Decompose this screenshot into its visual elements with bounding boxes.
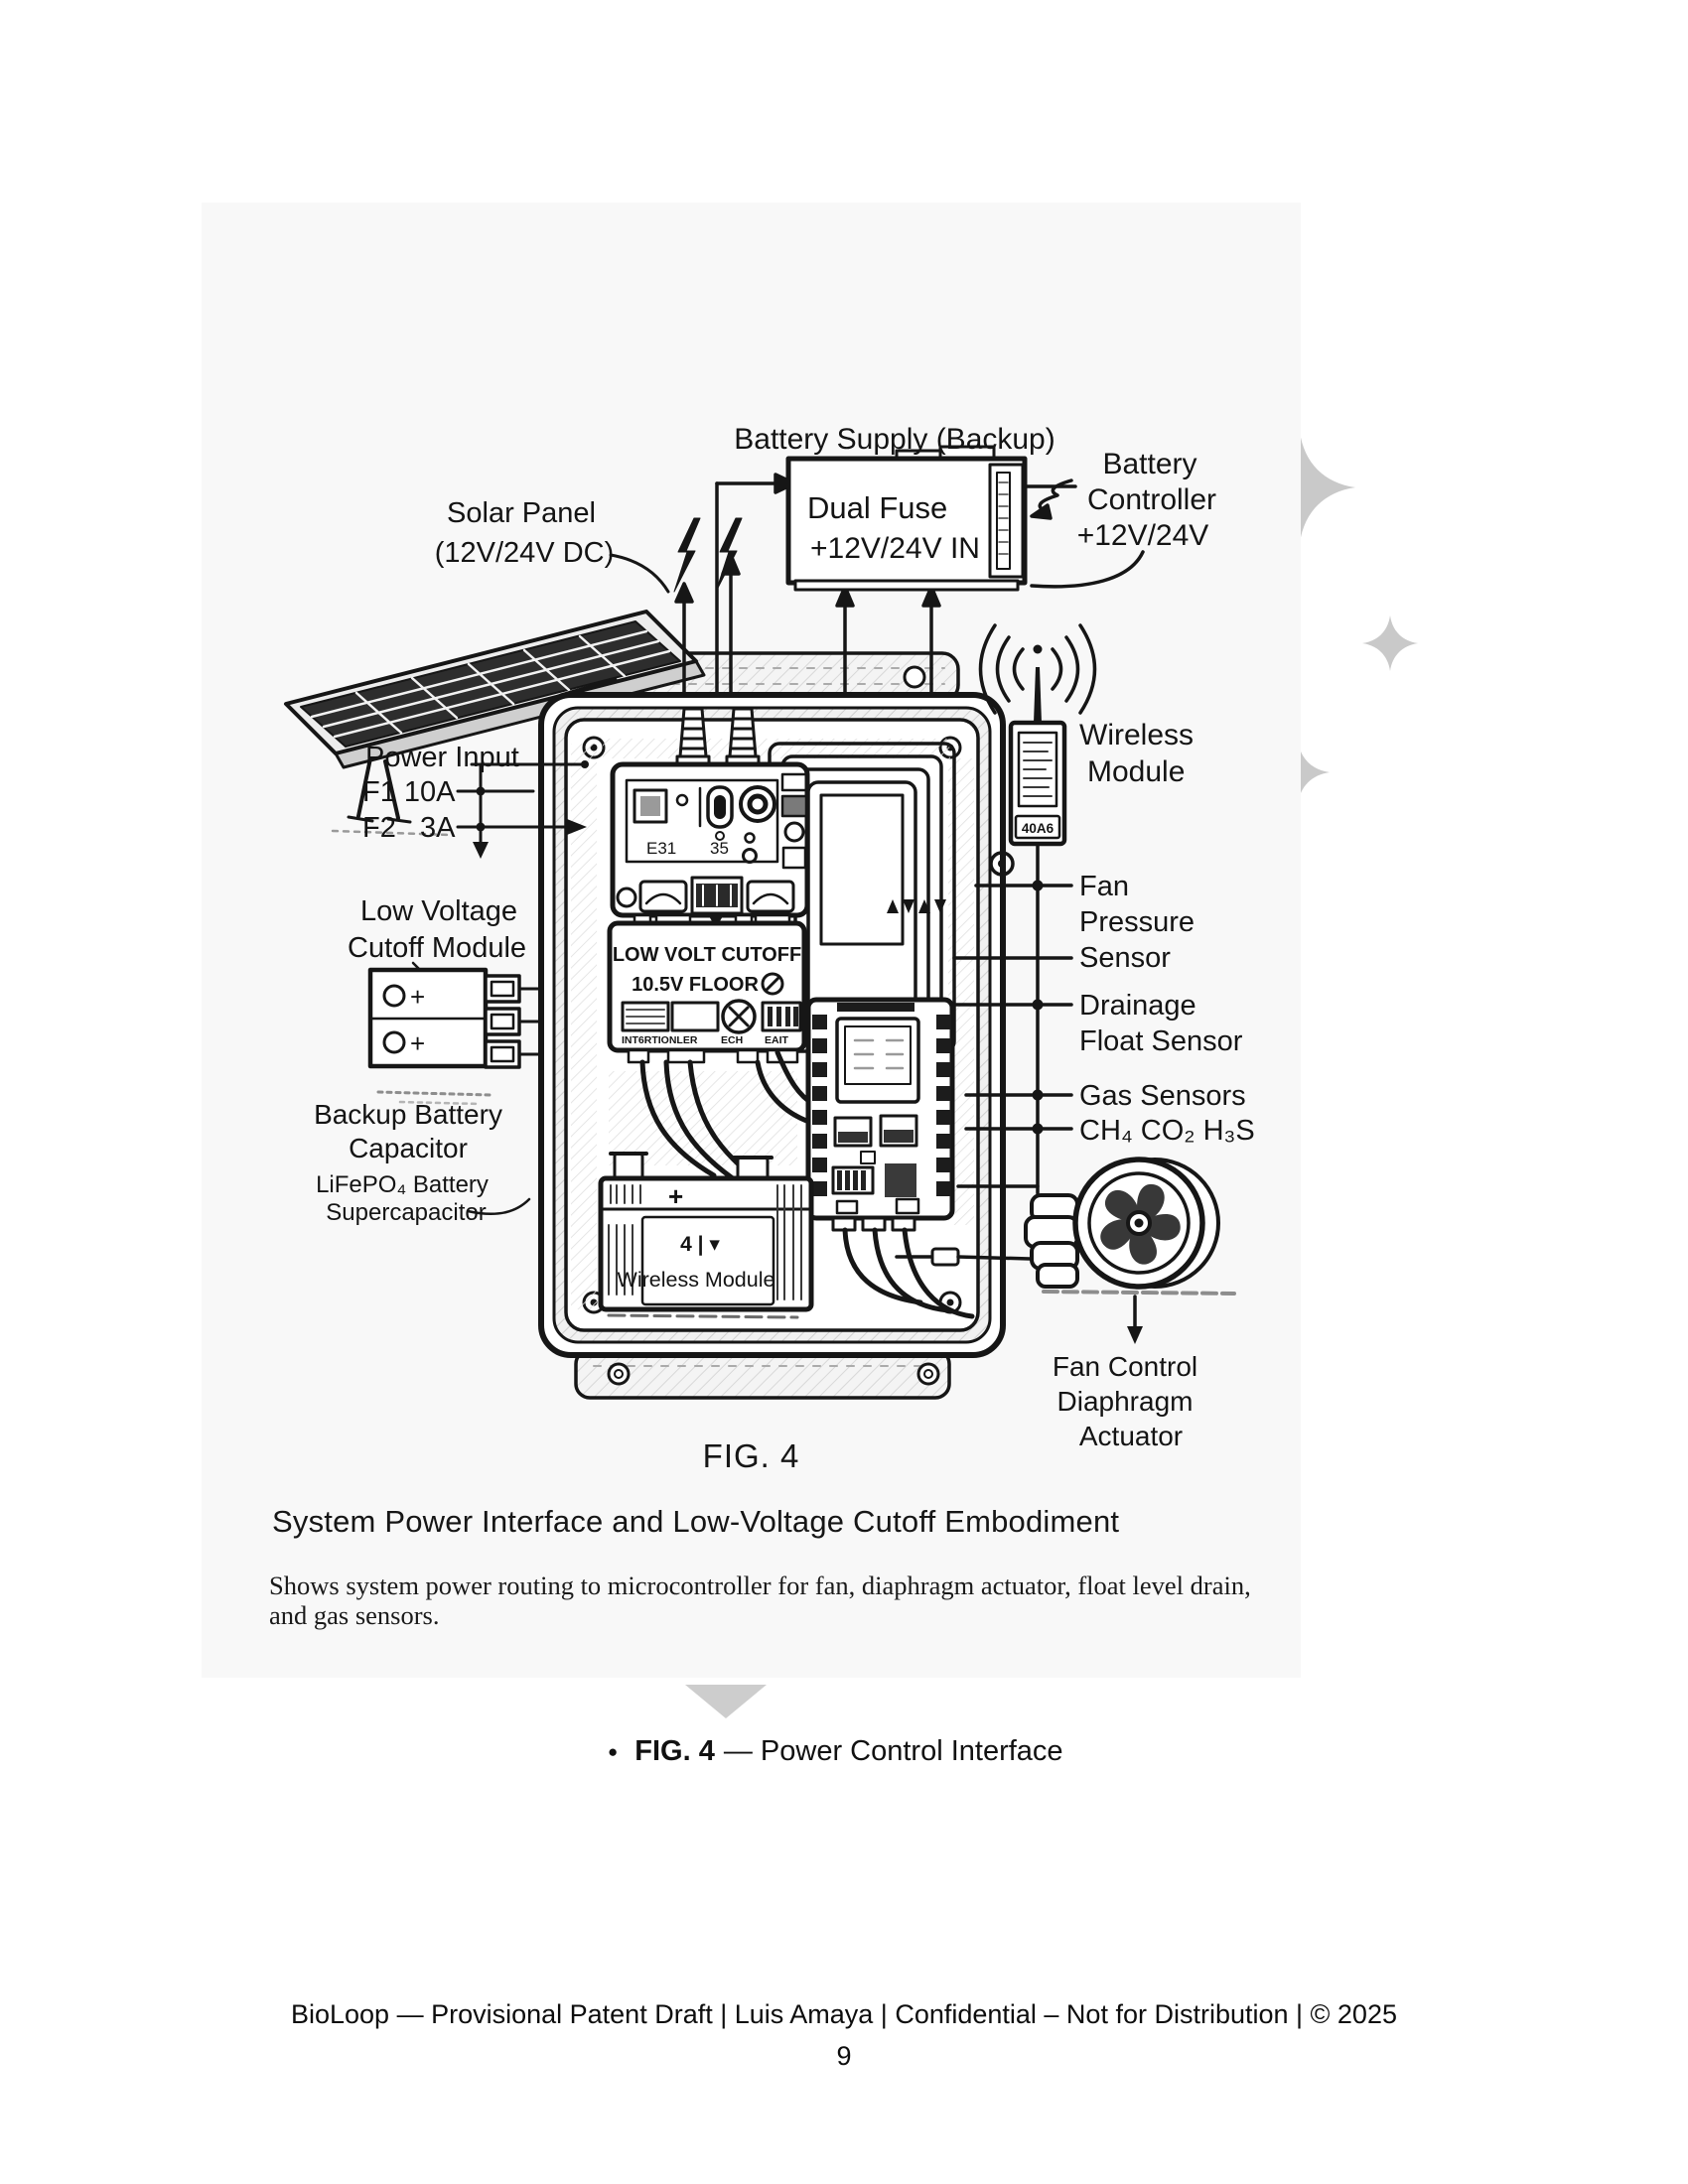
low-volt-cutoff-panel [610, 923, 804, 1062]
solar-panel-label-2: (12V/24V DC) [434, 537, 615, 569]
antenna-icon [1034, 667, 1042, 723]
sparkle-icon [1362, 615, 1418, 671]
battery-pack-line1: 4 | ▾ [680, 1233, 720, 1256]
solar-panel-label-1: Solar Panel [447, 497, 596, 529]
power-input-board [613, 764, 807, 928]
battery-chemistry-label-2: Supercapacitor [326, 1199, 487, 1226]
fuse-f1-label: F1 10A [362, 776, 456, 808]
module-plus-bottom: + [410, 1028, 426, 1058]
battery-controller-label-2: Controller [1086, 483, 1217, 516]
fan-sensor-label-3: Sensor [1079, 942, 1171, 974]
list-item-text: — Power Control Interface [723, 1735, 1063, 1767]
page-number: 9 [836, 2041, 852, 2071]
figure-image [202, 203, 1301, 1678]
battery-controller-label-1: Battery [1102, 448, 1197, 480]
page-footer: BioLoop — Provisional Patent Draft | Luis Amaya | Confidential – Not for Distribution | © 2025 [290, 1999, 1397, 2029]
figure-title: System Power Interface and Low-Voltage Cutoff Embodiment [272, 1504, 1120, 1539]
gas-sensors-label: Gas Sensors [1079, 1080, 1246, 1112]
battery-pack-line2: Wireless Module [617, 1268, 775, 1292]
dual-fuse-voltage: +12V/24V IN [810, 532, 980, 565]
cutoff-fine-3: EAIT [765, 1034, 788, 1046]
module-plus-top: + [410, 982, 426, 1012]
power-input-label: Power Input [365, 742, 519, 773]
microcontroller-board [808, 1000, 952, 1230]
backup-battery-label-2: Capacitor [349, 1133, 468, 1163]
fan-control-arrow [1127, 1297, 1143, 1344]
wireless-code: 40A6 [1021, 821, 1055, 836]
figure-list-item [608, 1735, 1063, 1768]
gas-formulas-label: CH₄ CO₂ H₃S [1079, 1115, 1255, 1147]
figure-caption: FIG. 4 [702, 1437, 800, 1474]
list-item-title: FIG. 4 [634, 1735, 715, 1767]
fan-sensor-label-1: Fan [1079, 871, 1129, 902]
section-divider-triangle-icon [685, 1685, 767, 1718]
drainage-label-2: Float Sensor [1079, 1025, 1243, 1057]
wireless-module-label-2: Module [1087, 755, 1186, 788]
board-marking-e31: E31 [646, 839, 677, 858]
cutoff-panel-line2: 10.5V FLOOR [632, 974, 759, 996]
fuse-f2-label: F2 3A [362, 812, 456, 844]
figure-description: Shows system power routing to microcontroller for fan, diaphragm actuator, float level drain, and gas sensors. [269, 1570, 1251, 1630]
cutoff-fine-2: ECH [721, 1034, 744, 1046]
board-marking-35: 35 [710, 839, 729, 858]
dual-fuse-label: Dual Fuse [807, 490, 948, 525]
low-voltage-cutoff-module [370, 963, 541, 1104]
fan-control-label-1: Fan Control [1052, 1351, 1198, 1382]
fan-icon [1026, 1160, 1234, 1294]
fan-control-label-2: Diaphragm [1056, 1386, 1194, 1417]
backup-battery-pack [601, 1154, 811, 1317]
drainage-label-1: Drainage [1079, 990, 1196, 1022]
low-voltage-label-1: Low Voltage [360, 895, 518, 927]
solar-panel-leader [611, 555, 668, 592]
battery-plus: + [668, 1181, 684, 1211]
battery-supply-label: Battery Supply (Backup) [734, 423, 1055, 456]
fan-control-label-3: Actuator [1078, 1421, 1184, 1451]
dual-fuse-box [788, 447, 1025, 590]
wireless-module-label-1: Wireless [1079, 719, 1195, 751]
bullet-icon: ● [608, 1741, 619, 1761]
cutoff-panel-line1: LOW VOLT CUTOFF [612, 944, 802, 966]
backup-battery-label-1: Backup Battery [314, 1099, 502, 1130]
fan-sensor-label-2: Pressure [1079, 906, 1196, 938]
battery-controller-label-3: +12V/24V [1076, 519, 1209, 552]
cutoff-fine-1: INT6RTIONLER [622, 1034, 698, 1046]
low-voltage-label-2: Cutoff Module [348, 932, 527, 964]
battery-chemistry-label-1: LiFePO₄ Battery [316, 1171, 489, 1198]
